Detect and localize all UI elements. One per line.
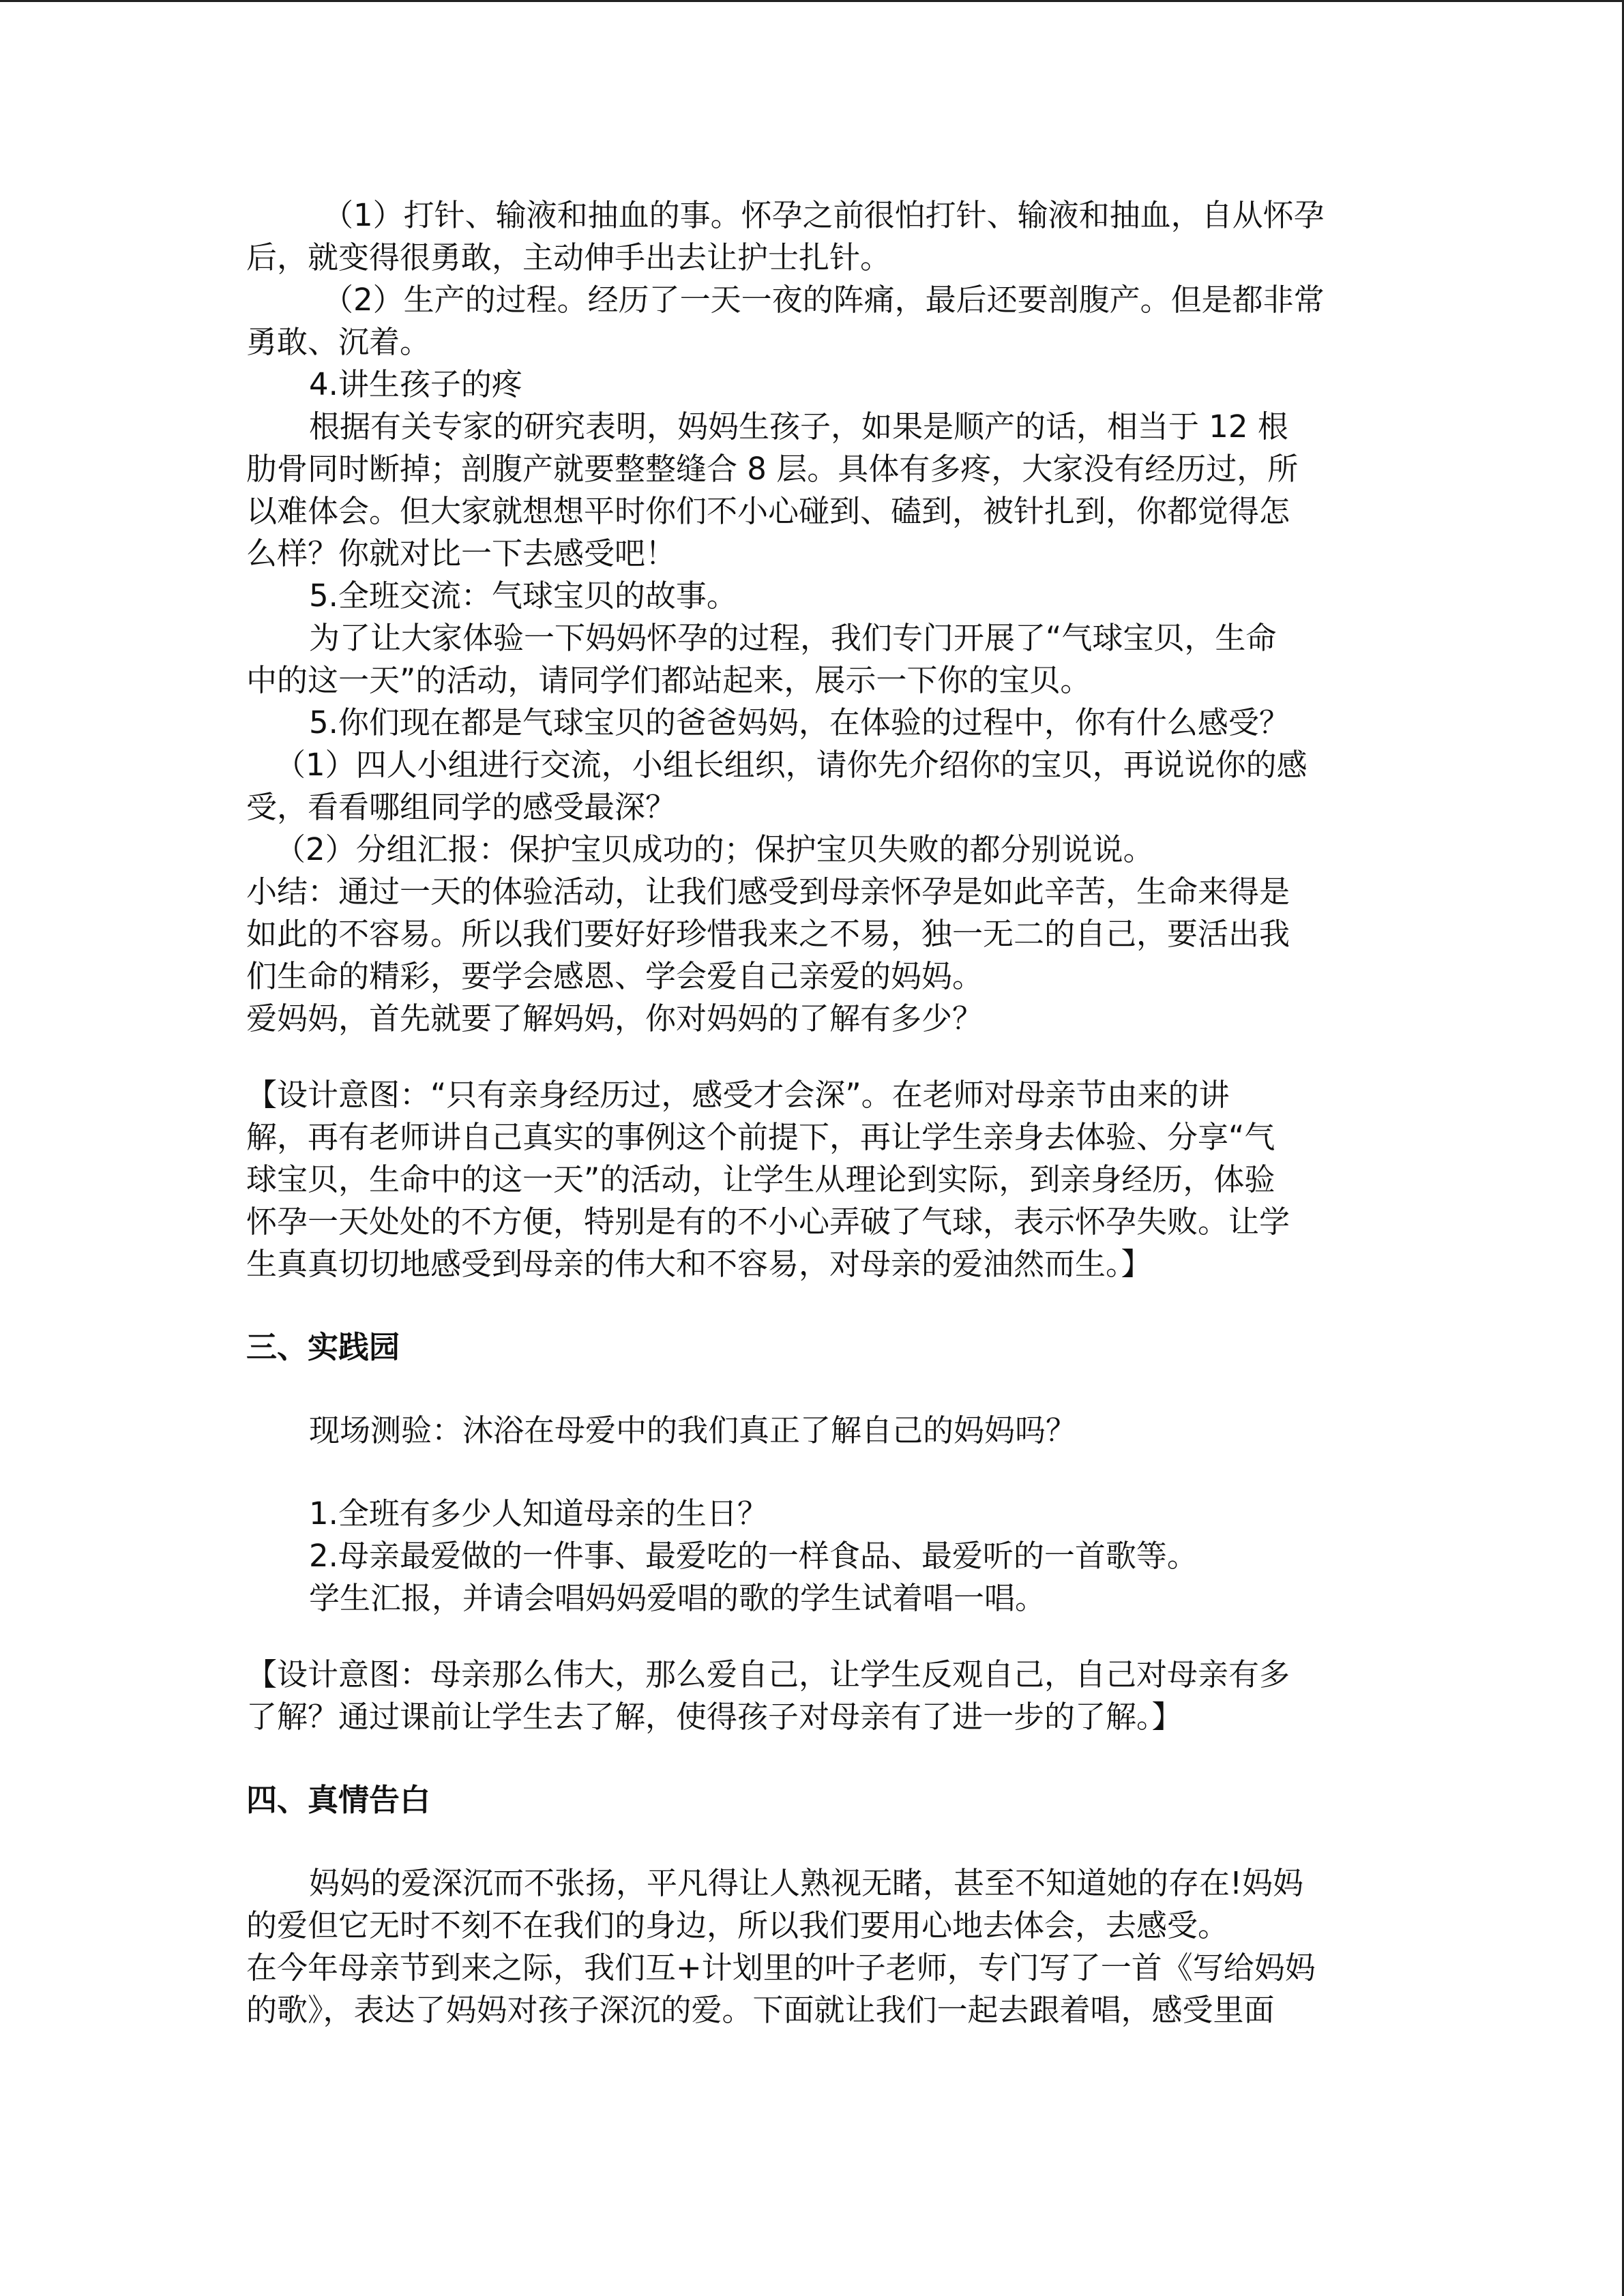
section-heading: 四、真情告白	[246, 1782, 431, 1818]
paragraph-line: 在今年母亲节到来之际，我们互+计划里的叶子老师，专门写了一首《写给妈妈	[246, 1950, 1316, 1986]
summary-line: 如此的不容易。所以我们要好好珍惜我来之不易，独一无二的自己，要活出我	[246, 916, 1290, 952]
paragraph-line: （1）四人小组进行交流，小组长组织，请你先介绍你的宝贝，再说说你的感	[275, 747, 1308, 783]
paragraph-line: （1）打针、输液和抽血的事。怀孕之前很怕打针、输液和抽血，自从怀孕	[323, 197, 1325, 233]
list-item: 2.母亲最爱做的一件事、最爱吃的一样食品、最爱听的一首歌等。	[309, 1538, 1198, 1574]
design-intent-line: 解，再有老师讲自己真实的事例这个前提下，再让学生亲身去体验、分享“气	[246, 1119, 1275, 1155]
subheading-line: 4.讲生孩子的疼	[309, 366, 522, 402]
paragraph-line: 么样？你就对比一下去感受吧！	[246, 535, 677, 571]
paragraph-line: （2）生产的过程。经历了一天一夜的阵痛，最后还要剖腹产。但是都非常	[323, 282, 1325, 318]
paragraph-line: 爱妈妈，首先就要了解妈妈，你对妈妈的了解有多少？	[246, 1000, 984, 1037]
design-intent-line: 【设计意图：“只有亲身经历过，感受才会深”。在老师对母亲节由来的讲	[246, 1077, 1230, 1113]
paragraph-line: 中的这一天”的活动，请同学们都站起来，展示一下你的宝贝。	[246, 662, 1091, 698]
paragraph-line: 根据有关专家的研究表明，妈妈生孩子，如果是顺产的话，相当于 12 根	[309, 408, 1288, 445]
paragraph-line: 的爱但它无时不刻不在我们的身边，所以我们要用心地去体会，去感受。	[246, 1907, 1229, 1943]
summary-line: 们生命的精彩，要学会感恩、学会爱自己亲爱的妈妈。	[246, 958, 984, 994]
summary-line: 小结：通过一天的体验活动，让我们感受到母亲怀孕是如此辛苦，生命来得是	[246, 874, 1290, 910]
paragraph-line: 以难体会。但大家就想想平时你们不小心碰到、磕到，被针扎到，你都觉得怎	[246, 493, 1290, 529]
paragraph-line: 后，就变得很勇敢，主动伸手出去让护士扎针。	[246, 239, 891, 275]
paragraph-line: 肋骨同时断掉；剖腹产就要整整缝合 8 层。具体有多疼，大家没有经历过，所	[246, 451, 1299, 487]
design-intent-line: 球宝贝，生命中的这一天”的活动，让学生从理论到实际，到亲身经历，体验	[246, 1161, 1275, 1197]
paragraph-line: 妈妈的爱深沉而不张扬，平凡得让人熟视无睹，甚至不知道她的存在!妈妈	[309, 1865, 1304, 1901]
section-heading: 三、实践园	[246, 1329, 400, 1365]
design-intent-line: 生真真切切地感受到母亲的伟大和不容易，对母亲的爱油然而生。】	[246, 1246, 1152, 1282]
subheading-line: 5.你们现在都是气球宝贝的爸爸妈妈，在体验的过程中，你有什么感受？	[309, 704, 1290, 741]
paragraph-line: 受，看看哪组同学的感受最深？	[246, 789, 677, 825]
paragraph-line: （2）分组汇报：保护宝贝成功的；保护宝贝失败的都分别说说。	[275, 831, 1154, 867]
paragraph-line: 学生汇报，并请会唱妈妈爱唱的歌的学生试着唱一唱。	[309, 1580, 1046, 1616]
subheading-line: 5.全班交流：气球宝贝的故事。	[309, 578, 737, 614]
design-intent-line: 了解？通过课前让学生去了解，使得孩子对母亲有了进一步的了解。】	[246, 1699, 1183, 1735]
list-item: 1.全班有多少人知道母亲的生日？	[309, 1495, 768, 1532]
design-intent-line: 怀孕一天处处的不方便，特别是有的不小心弄破了气球，表示怀孕失败。让学	[246, 1204, 1290, 1240]
design-intent-line: 【设计意图：母亲那么伟大，那么爱自己，让学生反观自己，自己对母亲有多	[246, 1656, 1290, 1693]
document-body	[246, 194, 1378, 2031]
paragraph-line: 为了让大家体验一下妈妈怀孕的过程，我们专门开展了“气球宝贝，生命	[309, 620, 1277, 656]
paragraph-line: 现场测验：沐浴在母爱中的我们真正了解自己的妈妈吗？	[309, 1412, 1077, 1448]
paragraph-line: 的歌》，表达了妈妈对孩子深沉的爱。下面就让我们一起去跟着唱，感受里面	[246, 1992, 1275, 2028]
paragraph-line: 勇敢、沉着。	[246, 324, 431, 360]
